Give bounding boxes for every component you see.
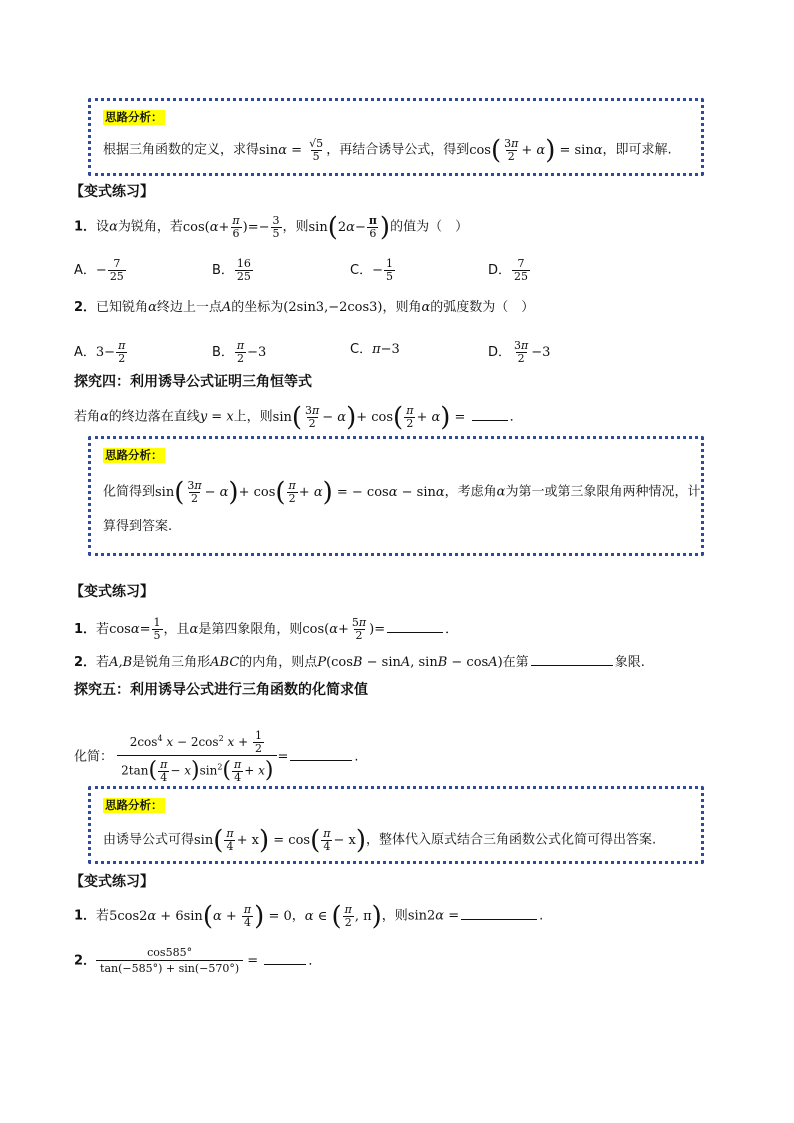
answer-blank[interactable] xyxy=(290,759,352,761)
question-3-2: 2． $\frac{\cos 585^\circ}{\tan(-585^\circ) + \sin(-570^\circ)}$ = ． xyxy=(74,946,322,975)
question-1-2: 2．已知锐角α终边上一点A的坐标为(2sin3,−2cos3)，则角α的弧度数为（ ） xyxy=(74,300,535,315)
answer-blank[interactable] xyxy=(461,918,537,920)
q1-2-option-a[interactable]: A．3− $\frac{\pi}{2}$ xyxy=(74,339,126,365)
answer-blank[interactable] xyxy=(387,631,443,633)
q1-1-option-b[interactable]: B． $\frac{16}{25}$ xyxy=(212,257,251,283)
analysis-text-3: 由诱导公式可得sin( $\frac{\pi}{4}$ + x) = cos( $\frac{\pi}{4}$ − x)，整体代入原式结合三角函数公式化简可得出答案. xyxy=(103,825,657,855)
section-5-title: 探究五：利用诱导公式进行三角函数的化简求值 xyxy=(74,682,368,698)
q1-1-option-c[interactable]: C．− $\frac{1}{5}$ xyxy=(350,257,393,283)
question-2-1: 1．若cosα= $\frac{1}{5}$ ，且α是第四象限角，则cos(α+ $\frac{5\pi}{2}$ )= ． xyxy=(74,616,459,642)
analysis-text-2b: 算得到答案. xyxy=(103,519,173,534)
variant-heading-2: 【变式练习】 xyxy=(70,584,154,600)
answer-blank[interactable] xyxy=(264,963,306,965)
question-3-1: 1．若5cos2α + 6sin(α + $\frac{\pi}{4}$ ) = 0，α ∈ ( $\frac{\pi}{2}$ , π)，则sin2α = . xyxy=(74,901,544,931)
q1-2-option-b[interactable]: B． $\frac{\pi}{2}$ −3 xyxy=(212,339,267,365)
analysis-label: 思路分析： xyxy=(105,798,163,812)
q1-1-option-a[interactable]: A．− $\frac{7}{25}$ xyxy=(74,257,124,283)
question-2-2: 2．若A,B是锐角三角形ABC的内角，则点P(cosB − sinA, sinB − cosA)在第 象限. xyxy=(74,655,645,670)
variant-heading-3: 【变式练习】 xyxy=(70,874,154,890)
analysis-box-3 xyxy=(88,786,704,864)
analysis-box-2 xyxy=(88,436,704,556)
analysis-label: 思路分析： xyxy=(105,448,163,462)
section-4-question: 若角α的终边落在直线y = x上，则sin( $\frac{3\pi}{2}$ − α)+ cos( $\frac{\pi}{2}$ + α) = ． xyxy=(74,402,523,432)
analysis-text-2a: 化简得到sin( $\frac{3\pi}{2}$ − α)+ cos( $\frac{\pi}{2}$ + α) = − cosα − sinα，考虑角α为第一或第三象限角两种情况，计 xyxy=(103,477,701,507)
question-1-1: 1．设α为锐角，若cos(α+ $\frac{\pi}{6}$ )=− $\frac{3}{5}$ ，则sin(2α− $\frac{\pi}{6}$ )的值为（ ） xyxy=(74,212,469,242)
answer-blank[interactable] xyxy=(472,419,508,421)
q1-2-option-c[interactable]: C．π−3 xyxy=(350,342,400,357)
analysis-label: 思路分析： xyxy=(105,110,163,124)
analysis-box-1 xyxy=(88,98,704,176)
answer-blank[interactable] xyxy=(531,664,613,666)
analysis-text-1: 根据三角函数的定义，求得sinα = $\frac{√5}{5}$ ，再结合诱导公式，得到cos( $\frac{3\pi}{2}$ + α) = sinα，即可求解. xyxy=(103,135,672,165)
section-4-title: 探究四：利用诱导公式证明三角恒等式 xyxy=(74,374,312,390)
q1-1-option-d[interactable]: D． $\frac{7}{25}$ xyxy=(488,257,529,283)
q1-2-option-d[interactable]: D． $\frac{3\pi}{2}$ −3 xyxy=(488,339,551,365)
section-5-question: 化简： $2\cos^4$ $x - 2\cos^2$ x + $\frac{1}{2}$ 2tan( $\frac{\pi}{4}$ − $x)\sin^2$( $\frac{\pi}{4}$ + x) = . xyxy=(74,729,359,784)
variant-heading-1: 【变式练习】 xyxy=(70,184,154,200)
